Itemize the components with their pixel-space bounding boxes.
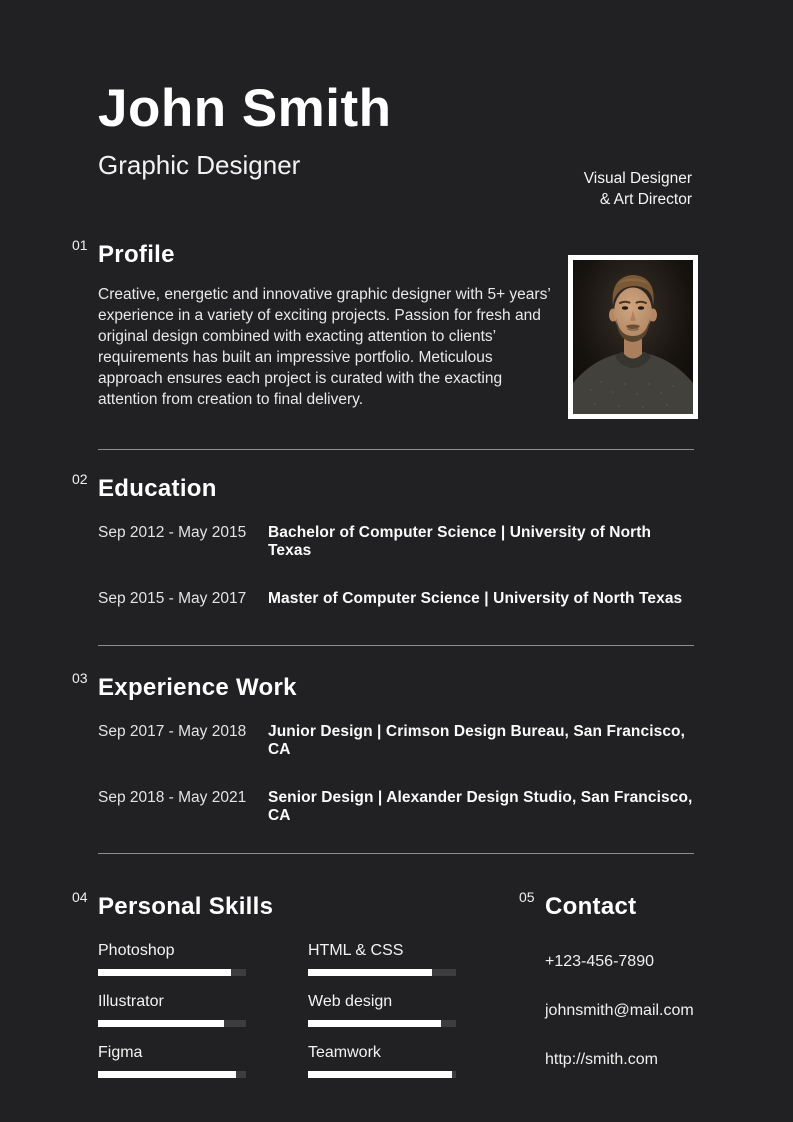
section-number: 03 bbox=[72, 670, 88, 686]
section-experience bbox=[72, 670, 694, 825]
skill-label: HTML & CSS bbox=[308, 942, 404, 959]
skill-bar-track bbox=[308, 1020, 456, 1027]
section-number: 04 bbox=[72, 889, 88, 905]
experience-row bbox=[98, 723, 694, 759]
experience-heading bbox=[72, 670, 694, 702]
section-divider bbox=[98, 645, 694, 646]
skill-label: Teamwork bbox=[308, 1044, 381, 1061]
section-number: 05 bbox=[519, 889, 535, 905]
section-contact bbox=[519, 889, 694, 1100]
skill-label: Photoshop bbox=[98, 942, 175, 959]
skill-bar-fill bbox=[308, 1071, 452, 1078]
section-title: Personal Skills bbox=[98, 893, 274, 920]
section-title: Contact bbox=[545, 893, 637, 920]
section-number: 02 bbox=[72, 471, 88, 487]
contact-phone: +123-456-7890 bbox=[545, 953, 654, 970]
section-title: Experience Work bbox=[98, 674, 297, 701]
skills-heading bbox=[72, 889, 456, 921]
section-title: Profile bbox=[98, 241, 175, 268]
experience-dates: Sep 2018 - May 2021 bbox=[98, 789, 247, 806]
section-number: 01 bbox=[72, 237, 88, 253]
skill-bar-fill bbox=[308, 969, 432, 976]
section-title: Education bbox=[98, 475, 217, 502]
education-row bbox=[98, 524, 694, 560]
contact-email: johnsmith@mail.com bbox=[545, 1002, 694, 1019]
profile-heading bbox=[72, 237, 694, 269]
job-subtitle: Graphic Designer bbox=[98, 150, 301, 180]
skill-bar-fill bbox=[98, 969, 231, 976]
skill-bar-track bbox=[308, 1071, 456, 1078]
tagline-line-2: & Art Director bbox=[599, 191, 692, 208]
skill-item bbox=[98, 993, 246, 1027]
education-list bbox=[98, 524, 694, 608]
section-divider bbox=[98, 449, 694, 450]
skill-label: Web design bbox=[308, 993, 393, 1010]
profile-text: Creative, energetic and innovative graphic designer with 5+ years’ experience in a variety of exciting projects. Passion for fresh and original design combined with exacting attention to clients’ requirements has built an impressive portfolio. Meticulous approach ensures each project is curated with the exacting attention from creation to final delivery. bbox=[98, 286, 551, 408]
skill-item bbox=[98, 1044, 246, 1078]
bottom-sections bbox=[72, 889, 694, 1100]
skill-bar-fill bbox=[308, 1020, 441, 1027]
skills-grid bbox=[98, 942, 456, 1095]
section-skills bbox=[72, 889, 456, 1100]
header bbox=[0, 0, 793, 181]
contact-list bbox=[545, 953, 694, 1069]
skill-bar-track bbox=[308, 969, 456, 976]
experience-description: Senior Design | Alexander Design Studio, San Francisco, CA bbox=[268, 789, 693, 824]
experience-list bbox=[98, 723, 694, 825]
portrait-photo bbox=[568, 255, 698, 419]
education-heading bbox=[72, 471, 694, 503]
section-divider bbox=[98, 853, 694, 854]
experience-dates: Sep 2017 - May 2018 bbox=[98, 723, 247, 740]
name-title: John Smith bbox=[98, 79, 392, 138]
skill-item bbox=[98, 942, 246, 976]
education-row bbox=[98, 590, 694, 608]
tagline-line-1: Visual Designer bbox=[583, 170, 692, 187]
experience-description: Junior Design | Crimson Design Bureau, San Francisco, CA bbox=[268, 723, 686, 758]
contact-website: http://smith.com bbox=[545, 1051, 658, 1068]
skill-bar-track bbox=[98, 1020, 246, 1027]
tagline bbox=[584, 168, 692, 210]
skill-bar-fill bbox=[98, 1071, 236, 1078]
contact-heading bbox=[519, 889, 694, 921]
skill-item bbox=[308, 993, 456, 1027]
education-description: Master of Computer Science | University of North Texas bbox=[268, 590, 683, 607]
education-dates: Sep 2012 - May 2015 bbox=[98, 524, 247, 541]
skill-bar-track bbox=[98, 969, 246, 976]
portrait-photo-image bbox=[573, 260, 693, 414]
education-dates: Sep 2015 - May 2017 bbox=[98, 590, 247, 607]
skill-label: Figma bbox=[98, 1044, 143, 1061]
experience-row bbox=[98, 789, 694, 825]
skill-item bbox=[308, 1044, 456, 1078]
education-description: Bachelor of Computer Science | University of North Texas bbox=[268, 524, 652, 559]
skill-bar-track bbox=[98, 1071, 246, 1078]
skill-item bbox=[308, 942, 456, 976]
skill-bar-fill bbox=[98, 1020, 224, 1027]
skill-label: Illustrator bbox=[98, 993, 164, 1010]
section-education bbox=[72, 471, 694, 608]
